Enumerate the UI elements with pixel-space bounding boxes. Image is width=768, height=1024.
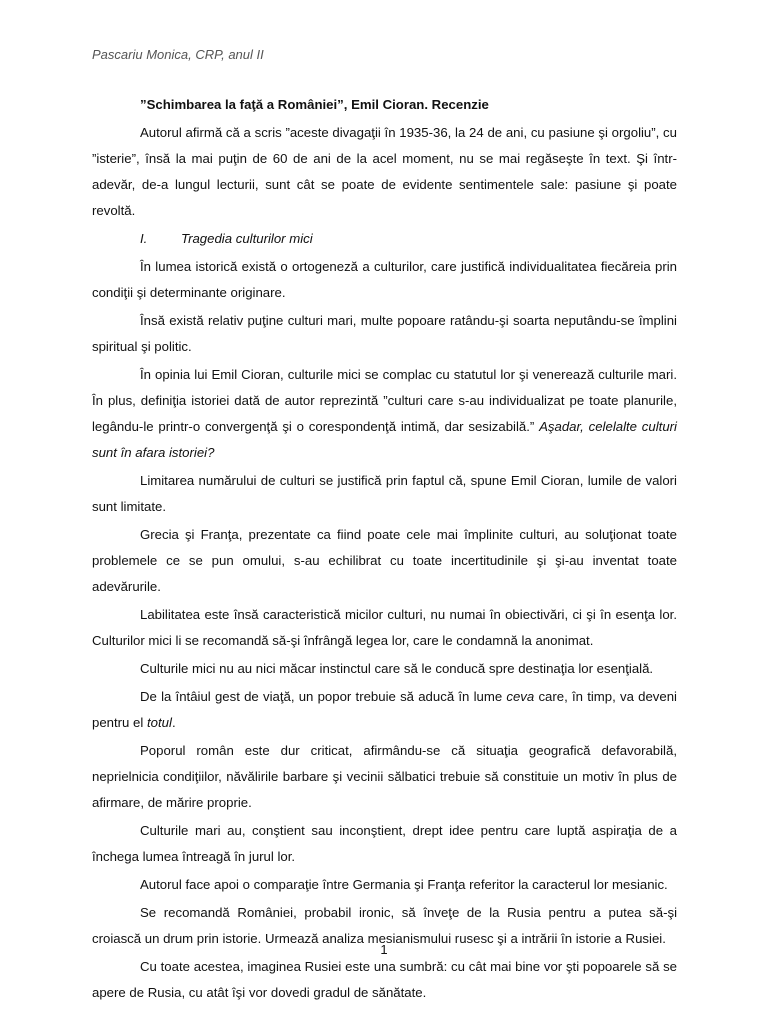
paragraph: În lumea istorică există o ortogeneză a culturilor, care justifică individualitatea fiecăreia prin condiţii şi determinante originare.: [92, 259, 677, 300]
paragraph: [92, 684, 677, 736]
page-number: 1: [380, 942, 388, 957]
paragraph-italic: totul: [147, 715, 172, 730]
paragraph-italic: Aşadar, celelalte culturi sunt în afara istoriei?: [92, 419, 677, 460]
paragraph-text: De la întâiul gest de viaţă, un popor trebuie să aducă în lume: [140, 689, 507, 704]
paragraph: Grecia şi Franţa, prezentate ca fiind poate cele mai împlinite culturi, au soluţionat toate problemele ce se pun omului, s-au echilibrat cu toate incertitudinile şi şi-au inventat toate adevărurile.: [92, 527, 677, 594]
section-heading: [92, 226, 677, 252]
section-number: I.: [140, 231, 148, 246]
paragraph: Cu toate acestea, imaginea Rusiei este una sumbră: cu cât mai bine vor şti popoarele să se apere de Rusia, cu atât îşi vor dovedi gradul de sănătate.: [92, 959, 677, 1000]
document-body: [92, 92, 677, 1006]
page-header: Pascariu Monica, CRP, anul II: [92, 47, 264, 62]
paragraph: Culturile mari au, conştient sau inconştient, drept idee pentru care luptă aspiraţia de a închega lumea întreagă în jurul lor.: [92, 823, 677, 864]
paragraph: Poporul român este dur criticat, afirmându-se că situaţia geografică defavorabilă, neprielnicia condiţiilor, năvălirile barbare şi vecinii sălbatici trebuie să constituie un motiv în plus de afirmare, de mărire proprie.: [92, 743, 677, 810]
intro-paragraph: Autorul afirmă că a scris ”aceste divagaţii în 1935-36, la 24 de ani, cu pasiune şi orgoliu”, cu ”isterie”, însă la mai puţin de 60 de ani de la acel moment, nu se mai regăseşte în text. Şi într-adevăr, de-a lungul lecturii, sunt cât se poate de evidente sentimentele sale: pasiune şi poate revoltă.: [92, 125, 677, 218]
paragraph: Însă există relativ puţine culturi mari, multe popoare ratându-şi soarta neputându-se împlini spiritual şi politic.: [92, 313, 677, 354]
section-title: Tragedia culturilor mici: [181, 231, 313, 246]
document-title: ”Schimbarea la faţă a României”, Emil Cioran. Recenzie: [140, 97, 489, 112]
paragraph: Autorul face apoi o comparaţie între Germania şi Franţa referitor la caracterul lor mesianic.: [140, 877, 668, 892]
paragraph-text: În opinia lui Emil Cioran, culturile mici se complac cu statutul lor şi venerează culturile mari. În plus, definiţia istoriei dată de autor reprezintă ”culturi care s-au individualizat pe toate planurile, legându-le printr-o convergenţă şi o corespondenţă intimă, dar sesizabilă.”: [92, 367, 677, 434]
paragraph: Limitarea numărului de culturi se justifică prin faptul că, spune Emil Cioran, lumile de valori sunt limitate.: [92, 473, 677, 514]
paragraph-italic: ceva: [506, 689, 535, 704]
paragraph-text: .: [171, 715, 176, 730]
paragraph-text: care, în timp, va deveni pentru el: [92, 689, 677, 730]
paragraph: [92, 362, 677, 466]
paragraph: Labilitatea este însă caracteristică micilor culturi, nu numai în obiectivări, ci şi în esenţa lor. Culturilor mici li se recomandă să-şi înfrângă legea lor, care le condamnă la anonimat.: [92, 607, 677, 648]
paragraph: Se recomandă României, probabil ironic, să înveţe de la Rusia pentru a putea să-şi croiască un drum prin istorie. Urmează analiza mesianismului rusesc şi a intrării în istorie a Rusiei.: [92, 905, 677, 946]
paragraph: Culturile mici nu au nici măcar instinctul care să le conducă spre destinaţia lor esenţială.: [140, 661, 654, 676]
